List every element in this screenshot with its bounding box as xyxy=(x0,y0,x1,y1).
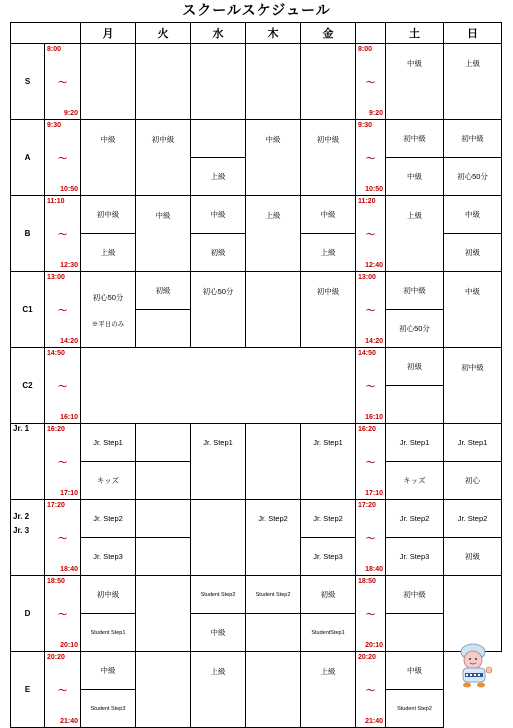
time-weekday: 18:50 ～ 20:10 xyxy=(45,576,81,652)
class-cell: 初級 xyxy=(444,234,502,272)
class-cell: Jr. Step1 xyxy=(191,424,246,500)
class-cell xyxy=(191,120,246,158)
class-cell xyxy=(136,576,191,652)
slot-label: D xyxy=(11,576,45,652)
time-weekend: 8:00 ～ 9:20 xyxy=(356,44,386,120)
day-mon: 月 xyxy=(81,23,136,44)
row-b xyxy=(11,196,502,234)
class-cell: Jr. Step2 xyxy=(81,500,136,538)
day-wed: 水 xyxy=(191,23,246,44)
class-cell: 初中級 xyxy=(81,576,136,614)
row-s xyxy=(11,44,502,120)
slot-label: Jr. 2 Jr. 3 xyxy=(11,500,45,576)
class-cell xyxy=(136,652,191,728)
schedule-table xyxy=(10,22,502,728)
class-cell: 初中級 xyxy=(386,576,444,614)
class-cell: 初心50分 ※平日のみ xyxy=(81,272,136,348)
slot-label: A xyxy=(11,120,45,196)
class-cell: 初中級 xyxy=(444,348,502,424)
class-cell: 初中級 xyxy=(301,120,356,196)
class-cell: 初級 xyxy=(444,538,502,576)
class-cell: Student Step3 xyxy=(81,690,136,728)
class-cell: 中級 xyxy=(191,196,246,234)
class-cell: 上級 xyxy=(81,234,136,272)
time-weekday: 8:00 ～ 9:20 xyxy=(45,44,81,120)
class-cell: Jr. Step3 xyxy=(301,538,356,576)
row-c1 xyxy=(11,272,502,310)
day-tue: 火 xyxy=(136,23,191,44)
class-cell: 中級 xyxy=(301,196,356,234)
class-cell: 中級 xyxy=(386,158,444,196)
class-cell: 上級 xyxy=(191,158,246,196)
time-weekend: 20:20 ～ 21:40 xyxy=(356,652,386,728)
class-cell: 初級 xyxy=(136,272,191,310)
day-fri: 金 xyxy=(301,23,356,44)
no-classes-block xyxy=(81,348,356,424)
class-cell: 上級 xyxy=(246,196,301,272)
class-cell xyxy=(246,614,301,652)
time-weekday: 16:20 ～ 17:10 xyxy=(45,424,81,500)
time-weekend: 9:30 ～ 10:50 xyxy=(356,120,386,196)
time-weekend: 11:20 ～ 12:40 xyxy=(356,196,386,272)
class-cell: Jr. Step2 xyxy=(444,500,502,538)
class-cell: Jr. Step1 xyxy=(444,424,502,462)
class-cell: 初級 xyxy=(191,234,246,272)
class-cell: キッズ xyxy=(386,462,444,500)
class-cell: Student Step2 xyxy=(246,576,301,614)
class-cell: Student Step1 xyxy=(81,614,136,652)
time-weekday: 20:20 ～ 21:40 xyxy=(45,652,81,728)
class-cell: 初中級 xyxy=(386,272,444,310)
row-jr23 xyxy=(11,500,502,538)
slot-label: Jr. 1 xyxy=(11,424,45,500)
time-weekday: 14:50 ～ 16:10 xyxy=(45,348,81,424)
slot-label: C2 xyxy=(11,348,45,424)
class-cell: 中級 xyxy=(386,652,444,690)
class-cell xyxy=(136,538,191,576)
class-cell: Jr. Step2 xyxy=(246,500,301,576)
class-cell: 中級 xyxy=(81,120,136,196)
mascot-illustration xyxy=(451,640,497,690)
class-cell: Jr. Step2 xyxy=(386,500,444,538)
class-cell xyxy=(386,614,444,652)
class-cell: キッズ xyxy=(81,462,136,500)
time-weekday: 9:30 ～ 10:50 xyxy=(45,120,81,196)
class-cell: 初心50分 xyxy=(444,158,502,196)
class-cell: 初中級 xyxy=(301,272,356,348)
row-a xyxy=(11,120,502,158)
class-cell: Jr. Step2 xyxy=(301,500,356,538)
class-cell: 初中級 xyxy=(136,120,191,196)
class-cell: Jr. Step1 xyxy=(386,424,444,462)
class-cell: StudentStep1 xyxy=(301,614,356,652)
class-cell xyxy=(191,500,246,576)
row-jr1 xyxy=(11,424,502,462)
time-weekend: 17:20 ～ 18:40 xyxy=(356,500,386,576)
time-weekend: 18:50 ～ 20:10 xyxy=(356,576,386,652)
class-cell: Jr. Step1 xyxy=(301,424,356,500)
class-cell: 初心50分 xyxy=(386,310,444,348)
day-sat: 土 xyxy=(386,23,444,44)
time-weekday: 17:20 ～ 18:40 xyxy=(45,500,81,576)
slot-label: C1 xyxy=(11,272,45,348)
class-cell: Student Step2 xyxy=(191,576,246,614)
class-cell: 中級 xyxy=(246,120,301,196)
class-cell xyxy=(246,652,301,728)
time-weekday: 11:10 ～ 12:30 xyxy=(45,196,81,272)
time-weekend: 14:50 ～ 16:10 xyxy=(356,348,386,424)
row-e xyxy=(11,652,502,690)
class-cell: 初級 xyxy=(301,576,356,614)
slot-label: S xyxy=(11,44,45,120)
class-cell: 上級 xyxy=(386,196,444,272)
class-cell: 上級 xyxy=(301,234,356,272)
time-weekend: 13:00 ～ 14:20 xyxy=(356,272,386,348)
class-cell: 初心50分 xyxy=(191,272,246,348)
class-cell: 中級 xyxy=(386,44,444,120)
class-cell: 初心 xyxy=(444,462,502,500)
class-cell: 初中級 xyxy=(444,120,502,158)
class-cell: 中級 xyxy=(81,652,136,690)
class-cell xyxy=(246,272,301,348)
class-cell: 上級 xyxy=(444,44,502,120)
corner-cell xyxy=(11,23,81,44)
class-cell: 中級 xyxy=(136,196,191,272)
header-row xyxy=(11,23,502,44)
class-cell xyxy=(136,424,191,462)
class-cell xyxy=(136,462,191,500)
class-cell: 初中級 xyxy=(386,120,444,158)
time-weekday: 13:00 ～ 14:20 xyxy=(45,272,81,348)
class-cell xyxy=(386,386,444,424)
slot-label: E xyxy=(11,652,45,728)
weekday-only-note: ※平日のみ xyxy=(91,321,125,328)
row-d xyxy=(11,576,502,614)
class-cell: 中級 xyxy=(191,614,246,652)
slot-label: B xyxy=(11,196,45,272)
class-cell: 初中級 xyxy=(81,196,136,234)
day-sun: 日 xyxy=(444,23,502,44)
class-cell: 中級 xyxy=(444,272,502,348)
class-cell: Student Step2 xyxy=(386,690,444,728)
class-cell: 上級 xyxy=(191,652,246,728)
row-c2 xyxy=(11,348,502,386)
class-cell: 初級 xyxy=(386,348,444,386)
class-cell xyxy=(136,500,191,538)
class-cell: Jr. Step1 xyxy=(81,424,136,462)
class-cell xyxy=(246,424,301,500)
class-cell: Jr. Step3 xyxy=(386,538,444,576)
class-cell xyxy=(136,310,191,348)
page-title: スクールスケジュール xyxy=(182,3,331,19)
weekend-time-header xyxy=(356,23,386,44)
day-thu: 木 xyxy=(246,23,301,44)
class-cell: 上級 xyxy=(301,652,356,728)
time-weekend: 16:20 ～ 17:10 xyxy=(356,424,386,500)
class-cell: 中級 xyxy=(444,196,502,234)
class-cell: Jr. Step3 xyxy=(81,538,136,576)
